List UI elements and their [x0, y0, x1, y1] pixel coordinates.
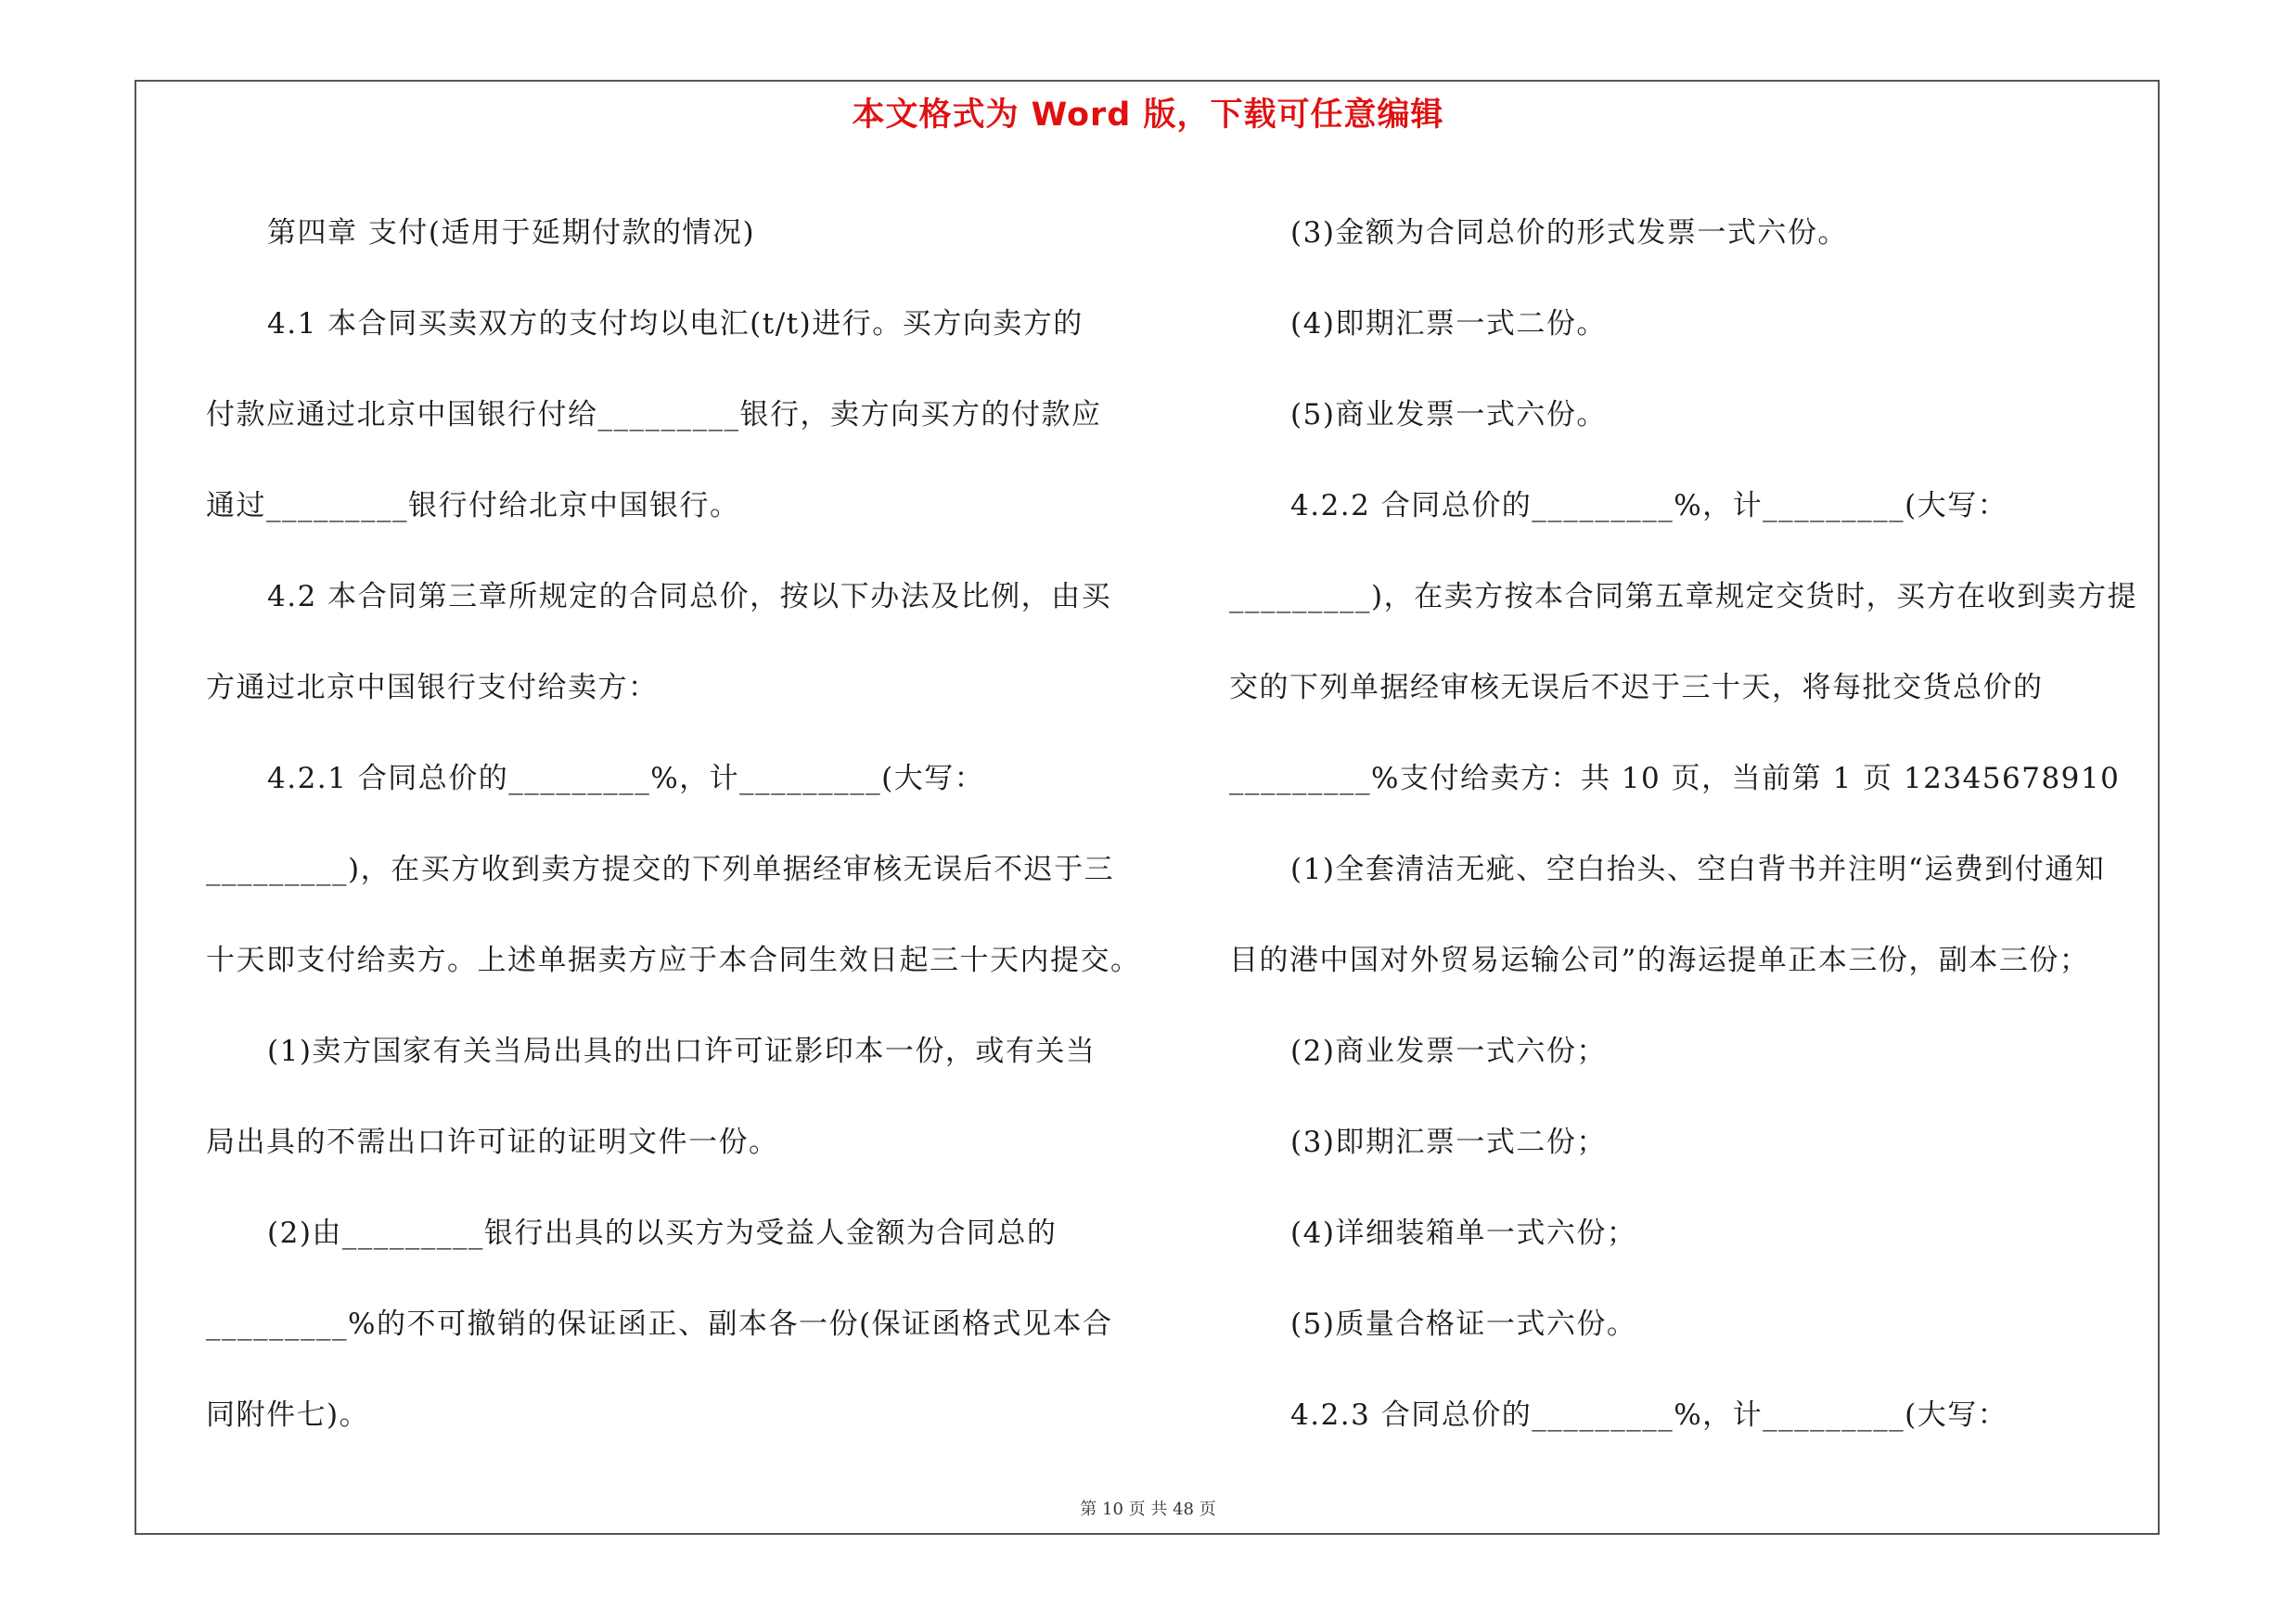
- text-line: (1)全套清洁无疵、空白抬头、空白背书并注明“运费到付通知: [1290, 853, 2106, 886]
- text-line: 目的港中国对外贸易运输公司”的海运提单正本三份，副本三份；: [1229, 944, 2090, 977]
- page-footer: 第 10 页 共 48 页: [1080, 1500, 1216, 1519]
- text-line: (3)即期汇票一式二份；: [1290, 1126, 1607, 1159]
- text-line: 通过_________银行付给北京中国银行。: [206, 489, 740, 522]
- text-line: 付款应通过北京中国银行付给_________银行，卖方向买方的付款应: [206, 398, 1102, 432]
- text-line: _________)，在买方收到卖方提交的下列单据经审核无误后不迟于三: [206, 853, 1115, 886]
- right-text-column: [1229, 187, 2157, 1461]
- text-line: 十天即支付给卖方。上述单据卖方应于本合同生效日起三十天内提交。: [206, 944, 1141, 977]
- text-line: 局出具的不需出口许可证的证明文件一份。: [206, 1126, 779, 1159]
- text-line: (4)详细装箱单一式六份；: [1290, 1217, 1637, 1250]
- text-line: 方通过北京中国银行支付给卖方：: [206, 671, 659, 704]
- text-line: 4.1 本合同买卖双方的支付均以电汇(t/t)进行。买方向卖方的: [267, 307, 1084, 341]
- text-line: 4.2.3 合同总价的_________%，计_________(大写：: [1290, 1398, 2008, 1432]
- text-line: _________%支付给卖方：共 10 页，当前第 1 页 12345678910: [1229, 762, 2121, 795]
- text-line: 交的下列单据经审核无误后不迟于三十天，将每批交货总价的: [1229, 671, 2044, 704]
- text-line: 4.2 本合同第三章所规定的合同总价，按以下办法及比例，由买: [267, 580, 1112, 613]
- text-line: (2)由_________银行出具的以买方为受益人金额为合同总的: [267, 1217, 1058, 1250]
- text-line: (5)商业发票一式六份。: [1290, 398, 1607, 432]
- text-line: (4)即期汇票一式二份。: [1290, 307, 1607, 341]
- text-line: _________%的不可撤销的保证函正、副本各一份(保证函格式见本合: [206, 1307, 1113, 1341]
- text-line: (3)金额为合同总价的形式发票一式六份。: [1290, 216, 1848, 250]
- text-line: 同附件七)。: [206, 1398, 370, 1432]
- text-line: 第四章 支付(适用于延期付款的情况): [267, 216, 756, 250]
- text-line: (2)商业发票一式六份；: [1290, 1035, 1607, 1068]
- text-line: 4.2.2 合同总价的_________%，计_________(大写：: [1290, 489, 2008, 522]
- document-banner: 本文格式为 Word 版，下载可任意编辑: [852, 97, 1444, 134]
- left-text-column: [206, 187, 1143, 1461]
- text-line: (5)质量合格证一式六份。: [1290, 1307, 1637, 1341]
- text-line: _________)，在卖方按本合同第五章规定交货时，买方在收到卖方提: [1229, 580, 2138, 613]
- text-line: 4.2.1 合同总价的_________%，计_________(大写：: [267, 762, 985, 795]
- text-line: (1)卖方国家有关当局出具的出口许可证影印本一份，或有关当: [267, 1035, 1097, 1068]
